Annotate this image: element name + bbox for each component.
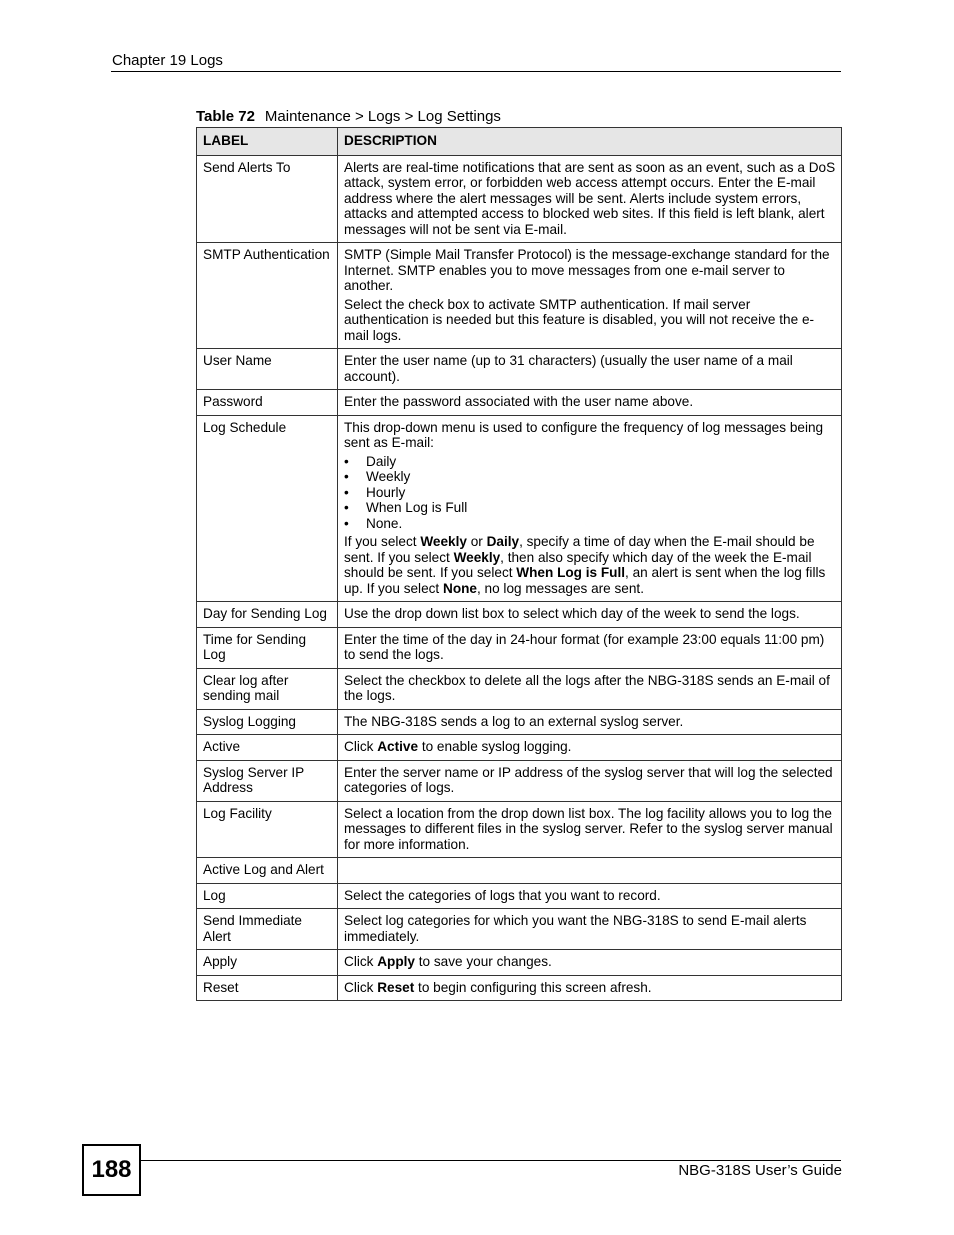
text-run: , specify a time of day when the E-mail should be sent. If you select [344, 534, 815, 565]
row-label: Apply [197, 950, 338, 976]
description-paragraph [344, 739, 836, 755]
row-description [338, 883, 842, 909]
text-run: Use the drop down list box to select which day of the week to send the logs. [344, 606, 800, 621]
table-row [197, 390, 842, 416]
text-run: Click [344, 954, 378, 969]
table-row [197, 155, 842, 243]
text-run: The NBG-318S sends a log to an external syslog server. [344, 713, 684, 729]
description-paragraph [344, 160, 836, 238]
page-number: 188 [82, 1144, 141, 1196]
description-paragraph [344, 980, 836, 996]
table-row [197, 883, 842, 909]
bold-term: Weekly [453, 549, 501, 565]
row-description [338, 390, 842, 416]
row-label: Syslog Server IP Address [197, 760, 338, 801]
description-paragraph [344, 606, 836, 622]
table-number: Table 72 [196, 108, 255, 125]
text-run: Select the check box to activate SMTP authentication. If mail server authentication is needed but this feature is disabled, you will not receive the e-mail logs. [344, 296, 815, 343]
table-row [197, 950, 842, 976]
description-paragraph [344, 714, 836, 730]
description-paragraph [344, 632, 836, 663]
table-row [197, 760, 842, 801]
row-description [338, 668, 842, 709]
row-description [338, 415, 842, 602]
table-row [197, 975, 842, 1001]
row-description [338, 627, 842, 668]
description-paragraph [344, 394, 836, 410]
table-row [197, 909, 842, 950]
option-list-item: • None. [344, 516, 836, 532]
row-description [338, 975, 842, 1001]
text-run: Alerts are real-time notifications that are sent as soon as an event, such as a DoS attack, system error, or forbidden web access attempt occurs. Enter the E-mail address where the alert messages will be sent. Alerts include system errors, attacks and attempted access to blocked web sites. If this field is left blank, alert messages will not be sent via E-mail. [344, 159, 836, 237]
bold-term: Apply [377, 954, 415, 969]
text-run: Select the categories of logs that you want to record. [344, 887, 661, 903]
text-run: Select a location from the drop down list box. The log facility allows you to log the messages to different files in the syslog server. Refer to the syslog server manual for more information. [344, 805, 833, 852]
table-row [197, 627, 842, 668]
text-run: If you select [344, 534, 421, 549]
chapter-header: Chapter 19 Logs [112, 52, 223, 69]
bold-term: Daily [486, 534, 520, 549]
description-paragraph [344, 534, 836, 596]
option-list [344, 454, 836, 532]
text-run: Enter the server name or IP address of the syslog server that will log the selected categories of logs. [344, 764, 833, 795]
row-description [338, 909, 842, 950]
description-paragraph [344, 673, 836, 704]
row-description [338, 709, 842, 735]
row-label: Log Facility [197, 801, 338, 858]
text-run: Enter the password associated with the user name above. [344, 394, 694, 409]
column-header-description: DESCRIPTION [338, 128, 842, 156]
row-label: Log [197, 883, 338, 909]
table-row [197, 801, 842, 858]
column-header-label: LABEL [197, 128, 338, 156]
description-paragraph [344, 888, 836, 904]
table-body [197, 155, 842, 1001]
row-label: Syslog Logging [197, 709, 338, 735]
bold-term: Reset [377, 979, 415, 995]
description-paragraph [344, 353, 836, 384]
row-label: Reset [197, 975, 338, 1001]
description-paragraph [344, 420, 836, 451]
table-row [197, 243, 842, 349]
row-label: User Name [197, 349, 338, 390]
description-paragraph [344, 765, 836, 796]
description-paragraph [344, 954, 836, 970]
text-run: Click [344, 979, 378, 995]
text-run: , no log messages are sent. [476, 580, 644, 596]
text-run: Select log categories for which you want the NBG-318S to send E-mail alerts immediately. [344, 913, 807, 944]
text-run: This drop-down menu is used to configure the frequency of log messages being sent as E-mail: [344, 419, 824, 450]
row-label: Day for Sending Log [197, 602, 338, 628]
text-run: , then also specify which day of the week the E-mail should be sent. If you select [344, 549, 812, 580]
text-run: Select the checkbox to delete all the logs after the NBG-318S sends an E-mail of the logs. [344, 672, 830, 703]
bold-term: Weekly [420, 534, 467, 549]
row-label: Active Log and Alert [197, 858, 338, 884]
text-run: to save your changes. [415, 954, 552, 969]
table-row [197, 668, 842, 709]
row-label: Active [197, 735, 338, 761]
row-description [338, 243, 842, 349]
option-list-item: • Hourly [344, 485, 836, 501]
row-label: Send Immediate Alert [197, 909, 338, 950]
text-run: or [466, 534, 487, 549]
bold-term: None [443, 580, 477, 596]
row-description [338, 801, 842, 858]
bold-term: Active [377, 739, 419, 754]
table-caption [196, 108, 501, 125]
table-row [197, 735, 842, 761]
option-list-item: • Daily [344, 454, 836, 470]
guide-title: NBG-318S User’s Guide [678, 1162, 842, 1179]
table-header-row [197, 128, 842, 156]
option-list-item: • When Log is Full [344, 500, 836, 516]
description-paragraph [344, 297, 836, 344]
row-description [338, 349, 842, 390]
row-description [338, 760, 842, 801]
log-settings-table [196, 127, 842, 1001]
table-row [197, 415, 842, 602]
text-run: , an alert is sent when the log fills up. If you select [344, 565, 826, 596]
description-paragraph [344, 913, 836, 944]
row-label: Clear log after sending mail [197, 668, 338, 709]
row-label: SMTP Authentication [197, 243, 338, 349]
row-description [338, 602, 842, 628]
text-run: to begin configuring this screen afresh. [414, 979, 652, 995]
row-description [338, 950, 842, 976]
text-run: Enter the time of the day in 24-hour format (for example 23:00 equals 11:00 pm) to send the logs. [344, 631, 825, 662]
header-divider [111, 71, 841, 72]
table-row [197, 602, 842, 628]
text-run: Click [344, 739, 378, 754]
text-run: Enter the user name (up to 31 characters) (usually the user name of a mail account). [344, 353, 793, 384]
row-label: Send Alerts To [197, 155, 338, 243]
text-run: to enable syslog logging. [418, 739, 572, 754]
text-run: SMTP (Simple Mail Transfer Protocol) is the message-exchange standard for the Internet. SMTP enables you to move messages from one e-mail server to another. [344, 247, 830, 293]
row-label: Password [197, 390, 338, 416]
row-description [338, 735, 842, 761]
footer-divider [139, 1160, 841, 1161]
row-label: Time for Sending Log [197, 627, 338, 668]
row-label: Log Schedule [197, 415, 338, 602]
row-description [338, 155, 842, 243]
table-row [197, 349, 842, 390]
table-title: Maintenance > Logs > Log Settings [264, 108, 501, 125]
description-paragraph [344, 247, 836, 294]
table-row [197, 858, 842, 884]
row-description [338, 858, 842, 884]
table-row [197, 709, 842, 735]
bold-term: When Log is Full [516, 565, 626, 580]
description-paragraph [344, 806, 836, 853]
option-list-item: • Weekly [344, 469, 836, 485]
